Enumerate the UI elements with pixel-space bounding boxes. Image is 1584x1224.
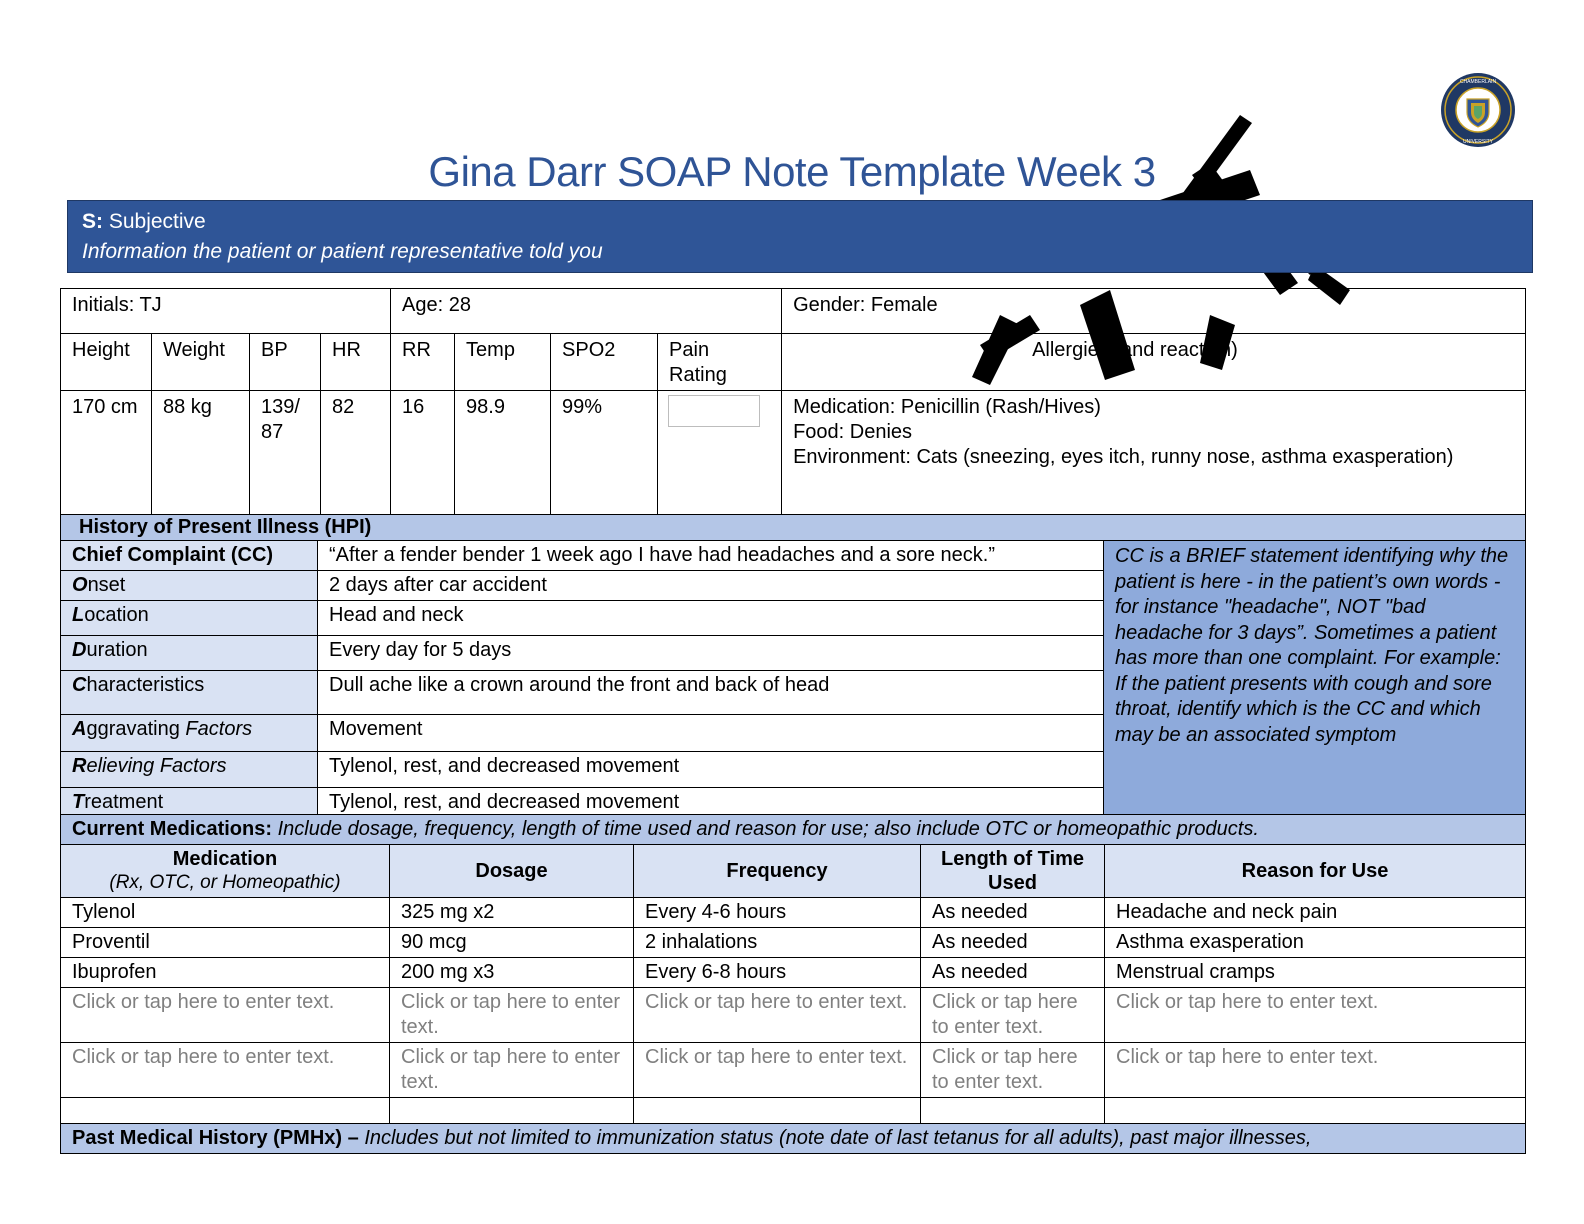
hr-header: HR — [321, 334, 391, 391]
bp-header: BP — [250, 334, 321, 391]
height-header: Height — [61, 334, 152, 391]
length-cell[interactable]: As needed — [921, 928, 1105, 958]
relieving-label: Relieving Factors — [61, 752, 318, 788]
duration-value[interactable]: Every day for 5 days — [318, 636, 1104, 671]
empty-cell[interactable] — [61, 1098, 390, 1124]
bp-value[interactable]: 139/ 87 — [250, 391, 321, 515]
pain-rating-input[interactable] — [668, 395, 760, 427]
aggravating-label: Aggravating Factors — [61, 715, 318, 752]
pain-rating-cell — [658, 391, 782, 515]
dosage-input[interactable]: Click or tap here to enter text. — [390, 988, 634, 1043]
subjective-subtitle: Information the patient or patient representative told you — [82, 240, 603, 263]
hpi-table — [60, 514, 1526, 818]
cc-guidance-note: CC is a BRIEF statement identifying why the patient is here - in the patient’s own words - for instance "headache", NOT "bad headache for 3 days”. Sometimes a patient has more than one complaint. For example: If the patient presents with cough and sore throat, identify which is the CC and which may be an associated symptom — [1104, 541, 1526, 818]
allergies-header: Allergies (and reaction) — [782, 334, 1526, 391]
pmhx-heading-row — [61, 1124, 1526, 1154]
location-label: Location — [61, 601, 318, 636]
dosage-cell[interactable]: 90 mcg — [390, 928, 634, 958]
table-row — [61, 1043, 1526, 1098]
subjective-banner — [67, 200, 1533, 273]
treatment-value[interactable]: Tylenol, rest, and decreased movement — [318, 788, 1104, 818]
medication-input[interactable]: Click or tap here to enter text. — [61, 988, 390, 1043]
hpi-heading-row — [61, 515, 1526, 541]
onset-value[interactable]: 2 days after car accident — [318, 571, 1104, 601]
hr-value[interactable]: 82 — [321, 391, 391, 515]
empty-cell[interactable] — [634, 1098, 921, 1124]
table-row — [61, 928, 1526, 958]
frequency-header: Frequency — [634, 845, 921, 898]
reason-header: Reason for Use — [1105, 845, 1526, 898]
allergy-medication: Medication: Penicillin (Rash/Hives) — [793, 396, 1101, 418]
length-cell[interactable]: As needed — [921, 898, 1105, 928]
table-row — [61, 958, 1526, 988]
length-input[interactable]: Click or tap here to enter text. — [921, 1043, 1105, 1098]
university-seal-icon — [1440, 72, 1516, 148]
characteristics-value[interactable]: Dull ache like a crown around the front and back of head — [318, 671, 1104, 715]
medication-header: Medication (Rx, OTC, or Homeopathic) — [61, 845, 390, 898]
subjective-label: S: — [82, 210, 103, 233]
table-row — [61, 898, 1526, 928]
initials-cell[interactable]: Initials: TJ — [61, 289, 391, 334]
reason-input[interactable]: Click or tap here to enter text. — [1105, 988, 1526, 1043]
dosage-input[interactable]: Click or tap here to enter text. — [390, 1043, 634, 1098]
relieving-value[interactable]: Tylenol, rest, and decreased movement — [318, 752, 1104, 788]
vitals-values-row — [61, 391, 1526, 515]
weight-header: Weight — [152, 334, 250, 391]
temp-value[interactable]: 98.9 — [455, 391, 551, 515]
reason-cell[interactable]: Headache and neck pain — [1105, 898, 1526, 928]
patient-info-row — [61, 289, 1526, 334]
frequency-input[interactable]: Click or tap here to enter text. — [634, 1043, 921, 1098]
page-title: Gina Darr SOAP Note Template Week 3 — [428, 148, 1156, 195]
medication-cell[interactable]: Proventil — [61, 928, 390, 958]
spo2-value[interactable]: 99% — [551, 391, 658, 515]
onset-label: Onset — [61, 571, 318, 601]
subjective-heading: Subjective — [108, 210, 206, 233]
medication-cell[interactable]: Ibuprofen — [61, 958, 390, 988]
svg-text:CHAMBERLAIN: CHAMBERLAIN — [1459, 79, 1497, 85]
allergy-environment: Environment: Cats (sneezing, eyes itch, runny nose, asthma exasperation) — [793, 446, 1454, 468]
empty-cell[interactable] — [921, 1098, 1105, 1124]
table-row — [61, 988, 1526, 1043]
table-row — [61, 1098, 1526, 1124]
gender-value: Female — [870, 294, 938, 316]
medication-input[interactable]: Click or tap here to enter text. — [61, 1043, 390, 1098]
meds-column-headers — [61, 845, 1526, 898]
height-value[interactable]: 170 cm — [61, 391, 152, 515]
dosage-header: Dosage — [390, 845, 634, 898]
svg-text:UNIVERSITY: UNIVERSITY — [1462, 139, 1494, 145]
pmhx-heading: Past Medical History (PMHx) – Includes but not limited to immunization status (note date of last tetanus for all adults), past major illnesses, — [61, 1124, 1526, 1154]
hpi-heading: History of Present Illness (HPI) — [61, 515, 1526, 541]
gender-cell[interactable]: Gender: Female — [782, 289, 1526, 334]
rr-value[interactable]: 16 — [391, 391, 455, 515]
reason-cell[interactable]: Menstrual cramps — [1105, 958, 1526, 988]
spo2-header: SPO2 — [551, 334, 658, 391]
location-value[interactable]: Head and neck — [318, 601, 1104, 636]
medication-cell[interactable]: Tylenol — [61, 898, 390, 928]
length-input[interactable]: Click or tap here to enter text. — [921, 988, 1105, 1043]
length-cell[interactable]: As needed — [921, 958, 1105, 988]
frequency-cell[interactable]: 2 inhalations — [634, 928, 921, 958]
frequency-cell[interactable]: Every 6-8 hours — [634, 958, 921, 988]
empty-cell[interactable] — [1105, 1098, 1526, 1124]
current-meds-instructions: Include dosage, frequency, length of time used and reason for use; also include OTC or homeopathic products. — [277, 818, 1259, 840]
dosage-cell[interactable]: 200 mg x3 — [390, 958, 634, 988]
duration-label: Duration — [61, 636, 318, 671]
current-meds-heading-row — [61, 815, 1526, 845]
chief-complaint-label: Chief Complaint (CC) — [61, 541, 318, 571]
frequency-cell[interactable]: Every 4-6 hours — [634, 898, 921, 928]
frequency-input[interactable]: Click or tap here to enter text. — [634, 988, 921, 1043]
allergies-cell[interactable] — [782, 391, 1526, 515]
age-cell[interactable]: Age: 28 — [391, 289, 782, 334]
current-medications-table — [60, 814, 1526, 1154]
pmhx-text: Includes but not limited to immunization status (note date of last tetanus for all adults), past major illnesses, — [364, 1127, 1312, 1149]
temp-header: Temp — [455, 334, 551, 391]
age-value: 28 — [448, 294, 472, 316]
empty-cell[interactable] — [390, 1098, 634, 1124]
length-of-time-header: Length of Time Used — [921, 845, 1105, 898]
chief-complaint-row — [61, 541, 1526, 571]
characteristics-label: Characteristics — [61, 671, 318, 715]
treatment-label: Treatment — [61, 788, 318, 818]
weight-value[interactable]: 88 kg — [152, 391, 250, 515]
pain-rating-header: Pain Rating — [658, 334, 782, 391]
reason-cell[interactable]: Asthma exasperation — [1105, 928, 1526, 958]
initials-value: TJ — [139, 294, 162, 316]
chief-complaint-value[interactable]: “After a fender bender 1 week ago I have had headaches and a sore neck.” — [318, 541, 1104, 571]
rr-header: RR — [391, 334, 455, 391]
aggravating-value[interactable]: Movement — [318, 715, 1104, 752]
reason-input[interactable]: Click or tap here to enter text. — [1105, 1043, 1526, 1098]
dosage-cell[interactable]: 325 mg x2 — [390, 898, 634, 928]
vitals-table — [60, 288, 1526, 515]
allergy-food: Food: Denies — [793, 421, 913, 443]
vitals-header-row — [61, 334, 1526, 391]
current-meds-heading: Current Medications: Include dosage, frequency, length of time used and reason for use; also include OTC or homeopathic products. — [61, 815, 1526, 845]
